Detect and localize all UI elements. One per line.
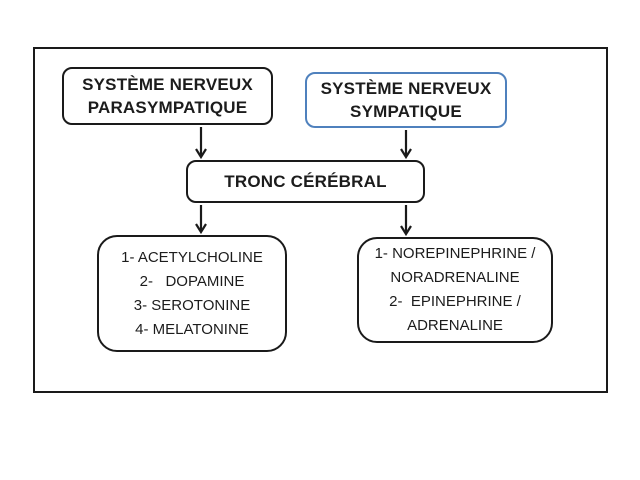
- node-sympathetic-line2: SYMPATIQUE: [350, 102, 462, 121]
- node-sympathetic-line1: SYSTÈME NERVEUX: [320, 79, 492, 98]
- node-parasympathetic-transmitters: [97, 235, 287, 352]
- transmitter-adrenaline: ADRENALINE: [407, 317, 503, 334]
- transmitter-acetylcholine: 1- ACETYLCHOLINE: [121, 248, 263, 266]
- node-parasympathetic-system: [62, 67, 273, 125]
- node-sympathetic-system: [305, 72, 507, 128]
- node-brainstem-label: TRONC CÉRÉBRAL: [224, 172, 387, 191]
- transmitter-serotonine: 3- SEROTONINE: [133, 296, 251, 314]
- node-brainstem: [186, 160, 425, 203]
- transmitter-melatonine: 4- MELATONINE: [135, 320, 249, 338]
- transmitter-epinephrine: 2- EPINEPHRINE /: [389, 293, 521, 310]
- transmitter-noradrenaline: NORADRENALINE: [390, 269, 520, 286]
- node-parasympathetic-line2: PARASYMPATIQUE: [87, 98, 248, 117]
- transmitter-norepinephrine: 1- NOREPINEPHRINE /: [374, 245, 536, 262]
- node-parasympathetic-line1: SYSTÈME NERVEUX: [82, 75, 253, 94]
- node-sympathetic-transmitters: [357, 237, 553, 343]
- transmitter-dopamine: 2- DOPAMINE: [139, 272, 245, 290]
